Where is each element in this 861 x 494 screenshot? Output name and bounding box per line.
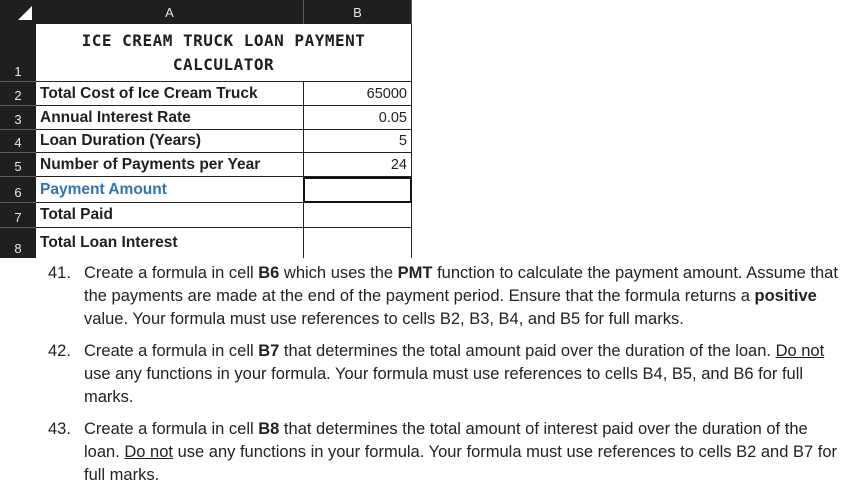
cell-a4[interactable]: Loan Duration (Years) — [36, 130, 304, 153]
underlined-emphasis: Do not — [775, 342, 825, 360]
cell-b5[interactable]: 24 — [304, 153, 412, 177]
cell-b7[interactable] — [304, 203, 412, 228]
text-part: use any functions in your formula. Your formula must use references to cells B4, B5, and B6 for full marks. — [84, 365, 804, 406]
spreadsheet — [0, 0, 414, 258]
row-header-8[interactable]: 8 — [0, 228, 36, 258]
question-text — [84, 262, 848, 331]
question-number: 42. — [48, 342, 71, 360]
cell-b3[interactable]: 0.05 — [304, 106, 412, 130]
bold-cell-ref: B6 — [258, 264, 280, 282]
underlined-emphasis: Do not — [124, 443, 173, 461]
text-part: which uses the — [279, 264, 398, 282]
cell-b8[interactable] — [304, 228, 412, 258]
column-header-b[interactable]: B — [304, 0, 412, 24]
cell-a8[interactable]: Total Loan Interest — [36, 228, 304, 258]
text-part: value. Your formula must use references to cells B2, B3, B4, and B5 for full marks. — [84, 310, 684, 328]
cell-b6-selected[interactable] — [303, 177, 412, 203]
text-part: function to calculate the payment amount. Assume that the payments are made at the end of the payment period. Ensure that the formula returns a — [84, 264, 838, 305]
select-all-triangle-icon — [18, 6, 32, 20]
text-part: use any functions in your formula. Your formula must use references to cells B2 and B7 for full marks. — [84, 443, 838, 484]
row-header-6[interactable]: 6 — [0, 177, 36, 203]
title-line-1: ICE CREAM TRUCK LOAN PAYMENT — [81, 30, 366, 50]
cell-b4[interactable]: 5 — [304, 130, 412, 153]
text-part: Create a formula in cell — [84, 264, 259, 282]
question-text — [84, 340, 848, 409]
row-header-4[interactable]: 4 — [0, 130, 36, 153]
cell-a1-title[interactable] — [36, 24, 412, 82]
cell-a7[interactable]: Total Paid — [36, 203, 304, 228]
row-header-1[interactable]: 1 — [0, 24, 36, 82]
bold-cell-ref: B8 — [258, 420, 280, 438]
cell-a2[interactable]: Total Cost of Ice Cream Truck — [36, 82, 304, 106]
bold-emphasis: positive — [754, 287, 817, 305]
bold-function-name: PMT — [397, 264, 433, 282]
cell-a3[interactable]: Annual Interest Rate — [36, 106, 304, 130]
text-part: that determines the total amount paid over the duration of the loan. — [279, 342, 776, 360]
text-part: that determines the total amount of interest paid over the duration of the loan. — [84, 420, 808, 461]
title-line-2: CALCULATOR — [172, 54, 275, 74]
bold-cell-ref: B7 — [258, 342, 280, 360]
text-part: Create a formula in cell — [84, 342, 259, 360]
row-header-5[interactable]: 5 — [0, 153, 36, 177]
cell-b2[interactable]: 65000 — [304, 82, 412, 106]
question-number: 41. — [48, 264, 71, 282]
question-text — [84, 418, 848, 487]
question-42 — [48, 340, 848, 409]
question-number: 43. — [48, 420, 71, 438]
question-41 — [48, 262, 848, 331]
row-header-7[interactable]: 7 — [0, 203, 36, 228]
cell-a5[interactable]: Number of Payments per Year — [36, 153, 304, 177]
select-all-corner[interactable] — [0, 0, 36, 24]
cell-a6[interactable]: Payment Amount — [36, 177, 304, 203]
column-header-a[interactable]: A — [36, 0, 304, 24]
row-header-3[interactable]: 3 — [0, 106, 36, 130]
text-part: Create a formula in cell — [84, 420, 259, 438]
question-43 — [48, 418, 848, 487]
row-header-2[interactable]: 2 — [0, 82, 36, 106]
